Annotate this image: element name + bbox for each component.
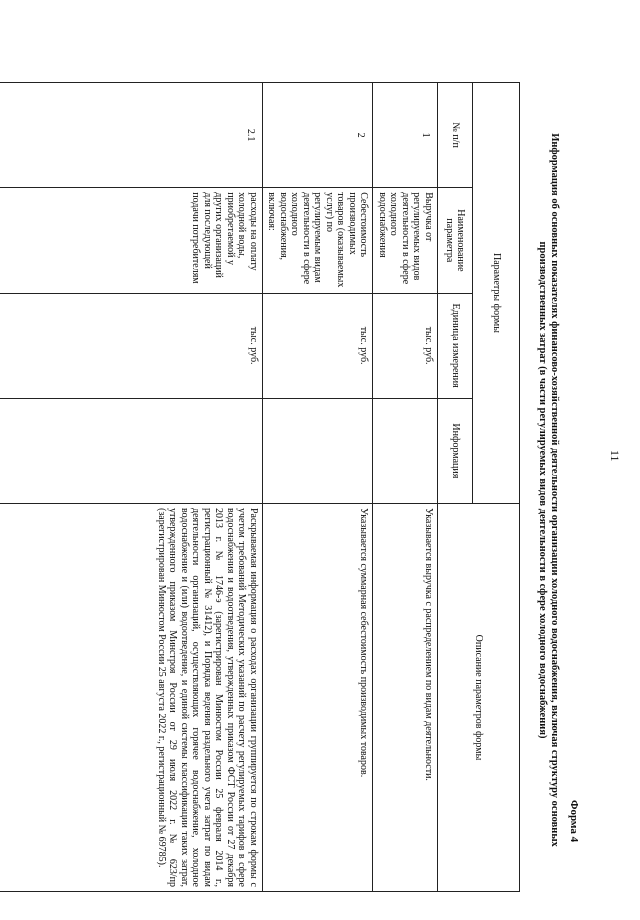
table-header-row [473, 83, 520, 892]
row-description: Указывается суммарная себестоимость производимых товаров. [263, 504, 374, 892]
row-unit: тыс. руб. [0, 293, 263, 398]
table-row [263, 83, 374, 892]
row-name: Выручка от регулируемых видов деятельности в сфере холодного водоснабжения [373, 188, 438, 293]
form-label: Форма 4 [568, 800, 580, 843]
row-num: 2 [263, 83, 374, 188]
row-info [373, 398, 438, 503]
row-unit: тыс. руб. [373, 293, 438, 398]
page-number: 11 [608, 450, 622, 462]
row-unit: тыс. руб. [263, 293, 374, 398]
row-info [263, 398, 374, 503]
form-table [0, 82, 520, 892]
row-info [0, 398, 263, 503]
row-num: 1 [373, 83, 438, 188]
table-row [373, 83, 438, 892]
row-name: расходы на оплату холодной воды, приобретаемой у других организаций для последующей подачи потребителям [0, 188, 263, 293]
document-title: Информация об основных показателях финансово-хозяйственной деятельности организации холодного водоснабжения, включая структуру основных производственных затрат (в части регулируемых видов деятельности в сфере холодного водоснабжения) [537, 133, 560, 847]
group-header: Параметры формы [473, 83, 520, 504]
col-header-unit: Единица измерения [438, 293, 473, 398]
row-description: Раскрываемая информация о расходах организации группируется по строкам формы с учетом требований Методических указаний по расчету регулируемых тарифов в сфере водоснабжения и водоотведения, утвержденных приказом ФСТ России от 27 декабря 2013 г. № 1746-э (зарегистрирован Минюстом России 25 февраля 2014 г., регистрационный № 31412), и Порядка ведения раздельного учета затрат по видам деятельности организаций, осуществляющих горячее водоснабжение, холодное водоснабжение и (или) водоотведение, и единой системы классификации таких затрат, утвержденного приказом Минстроя России от 29 июля 2022 г. № 623/пр (зарегистрирован Минюстом России 25 августа 2022 г., регистрационный № 69785). [0, 504, 263, 892]
row-name: Себестоимость производимых товаров (оказываемых услуг) по регулируемым видам деятельности в сфере холодного водоснабжения, включая: [263, 188, 374, 293]
row-num: 2.1 [0, 83, 263, 188]
col-header-name: Наименование параметра [438, 188, 473, 293]
row-description: Указывается выручка с распределением по видам деятельности. [373, 504, 438, 892]
col-header-num: № п/п [438, 83, 473, 188]
description-header: Описание параметров формы [438, 504, 520, 892]
col-header-info: Информация [438, 398, 473, 503]
table-row [0, 83, 263, 892]
